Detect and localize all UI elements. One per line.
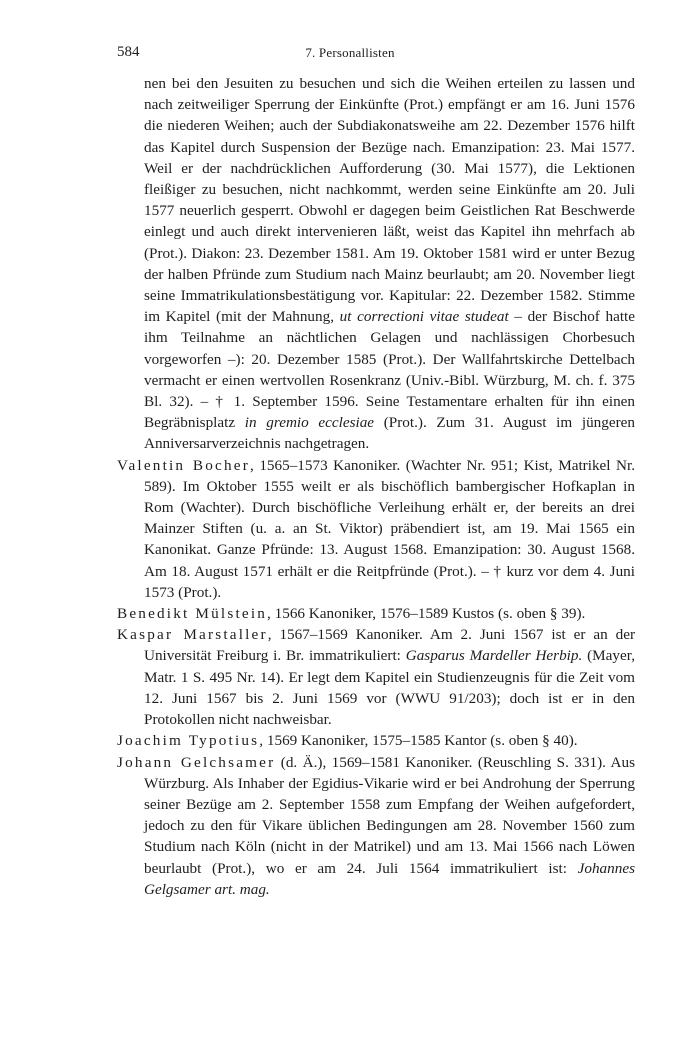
text-segment: (Prot.). Zum 31. August im jüngeren Anniversarverzeichnis nachgetragen. [144, 414, 635, 453]
entry-name: Valentin Bocher [117, 456, 250, 474]
entry-name: Kaspar Marstaller [117, 626, 268, 644]
latin-quote: ut correctioni vitae studeat [339, 308, 509, 326]
latin-quote: Johannes Gelgsamer art. mag. [144, 859, 635, 898]
entry-valentin-bocher [117, 455, 635, 603]
page-number: 584 [117, 44, 140, 60]
entry-name: Benedikt Mülstein [117, 605, 268, 623]
text-segment: – der Bischof hatte ihm Teilnahme an nächtlichen Gelagen und nachlässigen Chorbesuch vorgeworfen –): 20. Dezember 1585 (Prot.). Der Wallfahrtskirche Dettelbach vermacht er einen wertvollen Rosenkranz (Univ.-Bibl. Würzburg, M. ch. f. 375 Bl. 32). – † 1. September 1596. Seine Testamentare erhalten für ihn einen Begräbnisplatz [144, 308, 636, 432]
page-header [0, 44, 700, 64]
entry-kaspar-marstaller [117, 624, 635, 730]
entry-text: (d. Ä.), 1569–1581 Kanoniker. (Reuschling S. 331). Aus Würzburg. Als Inhaber der Egidius-Vikarie wird er bei Androhung der Sperrung seiner Bezüge am 2. September 1558 zum Empfang der Weihen aufgefordert, jedoch zu den für Vikare üblichen Bedingungen am 28. November 1560 zum Studium nach Köln (nicht in der Matrikel) und am 13. Mai 1566 nach Löwen beurlaubt (Prot.), wo er am 24. Juli 1564 immatrikuliert ist: [144, 753, 635, 877]
entry-text: (Mayer, Matr. 1 S. 495 Nr. 14). Er legt dem Kapitel ein Studienzeugnis für die Zeit vom 12. Juni 1567 bis 2. Juni 1569 vor (WWU 91/203); doch ist er in den Protokollen nicht nachweisbar. [144, 647, 636, 729]
latin-quote: in gremio ecclesiae [244, 414, 375, 432]
continuation-paragraph [117, 73, 635, 455]
entry-name: Joachim Typotius [117, 732, 260, 750]
entry-name: Johann Gelchsamer [117, 753, 276, 771]
body-text [117, 73, 635, 900]
entry-text: , 1567–1569 Kanoniker. Am 2. Juni 1567 ist er an der Universität Freiburg i. Br. immatrikuliert: [144, 626, 635, 665]
running-head: 7. Personallisten [305, 45, 395, 60]
latin-quote: Gasparus Mardeller Herbip. [405, 647, 583, 665]
entry-benedikt-muelstein [117, 603, 635, 624]
text-segment: nen bei den Jesuiten zu besuchen und sich die Weihen erteilen zu lassen und nach zeitweiliger Sperrung der Einkünfte (Prot.) empfängt er am 16. Juni 1576 die niederen Weihen; auch der Subdiakonatsweihe am 22. Dezember 1576 hilft das Kapitel durch Suspension der Bezüge nach. Emanzipation: 23. Mai 1577. Weil er der nachdrücklichen Aufforderung (30. Mai 1577), die Lektionen fleißiger zu besuchen, nicht nachkommt, werden seine Einkünfte am 20. Juli 1577 neuerlich gesperrt. Obwohl er dagegen beim Geistlichen Rat Beschwerde einlegt und auch direkt intervenieren läßt, weist das Kapitel ihn mehrfach ab (Prot.). Diakon: 23. Dezember 1581. Am 19. Oktober 1581 wird er unter Bezug der halben Pfründe zum Studium nach Mainz beurlaubt; am 20. November liegt seine Immatrikulationsbestätigung vor. Kapitular: 22. Dezember 1582. Stimme im Kapitel (mit der Mahnung, [144, 75, 635, 326]
entry-joachim-typotius [117, 730, 635, 751]
entry-text: , 1565–1573 Kanoniker. (Wachter Nr. 951; Kist, Matrikel Nr. 589). Im Oktober 1555 weilt er als bischöflich bambergischer Hofkaplan in Rom (Wachter). Durch bischöfliche Verleihung erhält er, der bereits an drei Mainzer Stiften (u. a. an St. Viktor) präbendiert ist, am 19. Mai 1565 ein Kanonikat. Ganze Pfründe: 13. August 1568. Emanzipation: 30. August 1568. Am 18. August 1571 erhält er die Reitpfründe (Prot.). – † kurz vor dem 4. Juni 1573 (Prot.). [144, 456, 636, 601]
entry-text: , 1569 Kanoniker, 1575–1585 Kantor (s. oben § 40). [259, 732, 578, 750]
entry-johann-gelchsamer [117, 752, 635, 900]
entry-text: , 1566 Kanoniker, 1576–1589 Kustos (s. oben § 39). [267, 605, 586, 623]
